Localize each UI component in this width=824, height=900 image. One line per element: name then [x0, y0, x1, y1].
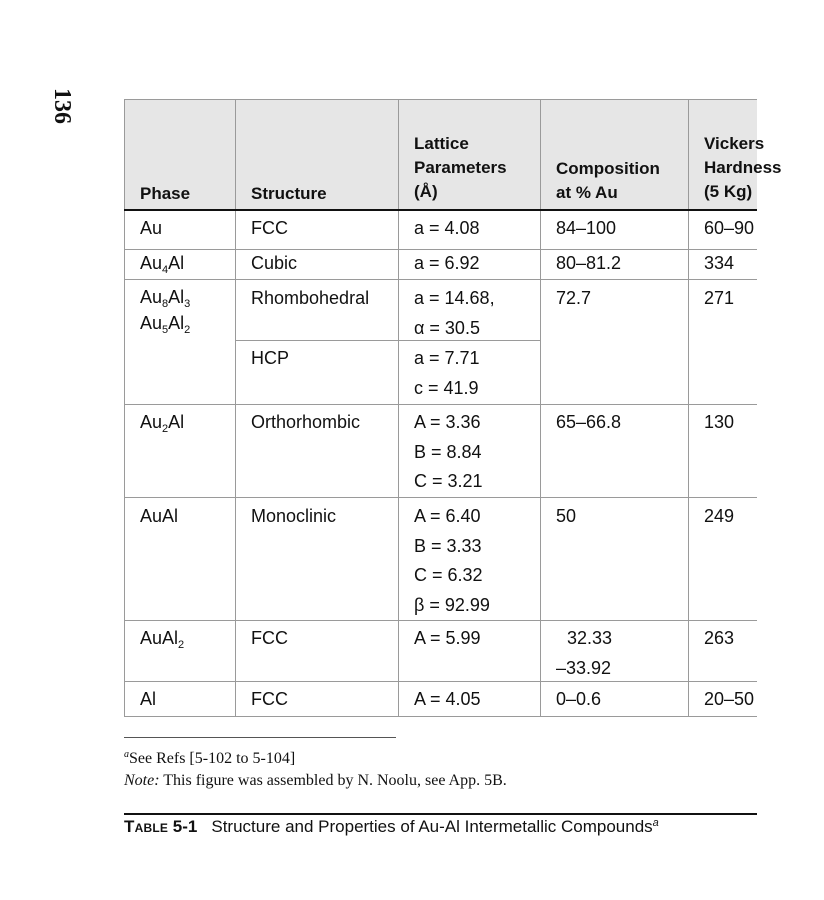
table-cell-structure: Monoclinic — [251, 506, 337, 526]
header-phase: Phase — [140, 184, 191, 203]
table-cell-lattice: A = 3.36 B = 8.84 C = 3.21 — [414, 412, 483, 491]
column-divider — [398, 99, 399, 717]
footnote-note: Note: This figure was assembled by N. Noolu, see App. 5B. — [124, 772, 507, 789]
table-cell-phase: AuAl — [140, 506, 179, 526]
caption-rule — [124, 813, 757, 815]
table-cell-hardness: 249 — [704, 506, 735, 526]
table-cell-phase: Al — [140, 689, 157, 709]
table-cell-lattice: a = 4.08 — [414, 218, 480, 238]
table-cell-lattice: a = 6.92 — [414, 253, 480, 273]
page-number: 136 — [49, 88, 76, 124]
table-cell-structure: HCP — [251, 348, 290, 368]
sub-row-divider — [235, 340, 540, 341]
table-cell-hardness: 20–50 — [704, 689, 755, 709]
table-cell-lattice: A = 6.40 B = 3.33 C = 6.32 β = 92.99 — [414, 506, 490, 615]
column-divider — [540, 99, 541, 717]
table-cell-hardness: 130 — [704, 412, 735, 432]
table-border-left — [124, 99, 125, 717]
footnote-rule — [124, 737, 396, 738]
row-divider — [124, 620, 757, 621]
table-cell-structure: Rhombohedral — [251, 288, 370, 308]
row-divider — [124, 681, 757, 682]
row-divider — [124, 404, 757, 405]
table-cell-lattice: a = 7.71 c = 41.9 — [414, 348, 480, 398]
table-cell-hardness: 271 — [704, 288, 735, 308]
table-cell-composition: 72.7 — [556, 288, 592, 308]
table-cell-structure: FCC — [251, 628, 288, 648]
table-cell-hardness: 263 — [704, 628, 735, 648]
row-divider — [124, 279, 757, 280]
table-cell-phase: Au — [140, 218, 163, 238]
table-border-top — [124, 99, 757, 100]
column-divider — [235, 99, 236, 717]
table-cell-composition: 50 — [556, 506, 577, 526]
table-cell-phase: $Au_8Al_3$ $Au_5Al_2$ — [140, 287, 191, 336]
header-composition: Composition at % Au — [556, 159, 660, 202]
header-vickers-hardness: Vickers Hardness (5 Kg) — [704, 134, 782, 201]
table-cell-phase: AuAl$_2$ — [140, 628, 185, 651]
table-cell-structure: FCC — [251, 218, 288, 238]
table-cell-hardness: 60–90 — [704, 218, 755, 238]
row-divider — [124, 497, 757, 498]
table-cell-composition: 84–100 — [556, 218, 617, 238]
header-lattice-parameters: Lattice Parameters (Å) — [414, 134, 507, 201]
table-cell-structure: Orthorhombic — [251, 412, 361, 432]
table-cell-hardness: 334 — [704, 253, 735, 273]
header-structure: Structure — [251, 184, 327, 203]
column-divider — [688, 99, 689, 717]
compounds-table — [124, 99, 782, 717]
table-cell-composition: 32.33 –33.92 — [556, 628, 613, 678]
table-cell-lattice: a = 14.68, α = 30.5 — [414, 288, 495, 338]
table-cell-composition: 80–81.2 — [556, 253, 622, 273]
table-caption: Table 5-1 Structure and Properties of Au-Al Intermetallic Compounds$^a$ — [124, 817, 659, 836]
table-cell-lattice: A = 4.05 — [414, 689, 481, 709]
table-cell-lattice: A = 5.99 — [414, 628, 481, 648]
table-cell-structure: FCC — [251, 689, 288, 709]
table-border-bottom — [124, 716, 757, 717]
table-cell-composition: 0–0.6 — [556, 689, 602, 709]
table-cell-phase: $Au_4Al$ — [140, 253, 185, 276]
table-cell-phase: $Au_2Al$ — [140, 412, 185, 435]
footnote-refs: $^a$See Refs [5-102 to 5-104] — [124, 749, 296, 767]
table-cell-structure: Cubic — [251, 253, 298, 273]
table-cell-composition: 65–66.8 — [556, 412, 622, 432]
header-rule — [124, 209, 757, 211]
